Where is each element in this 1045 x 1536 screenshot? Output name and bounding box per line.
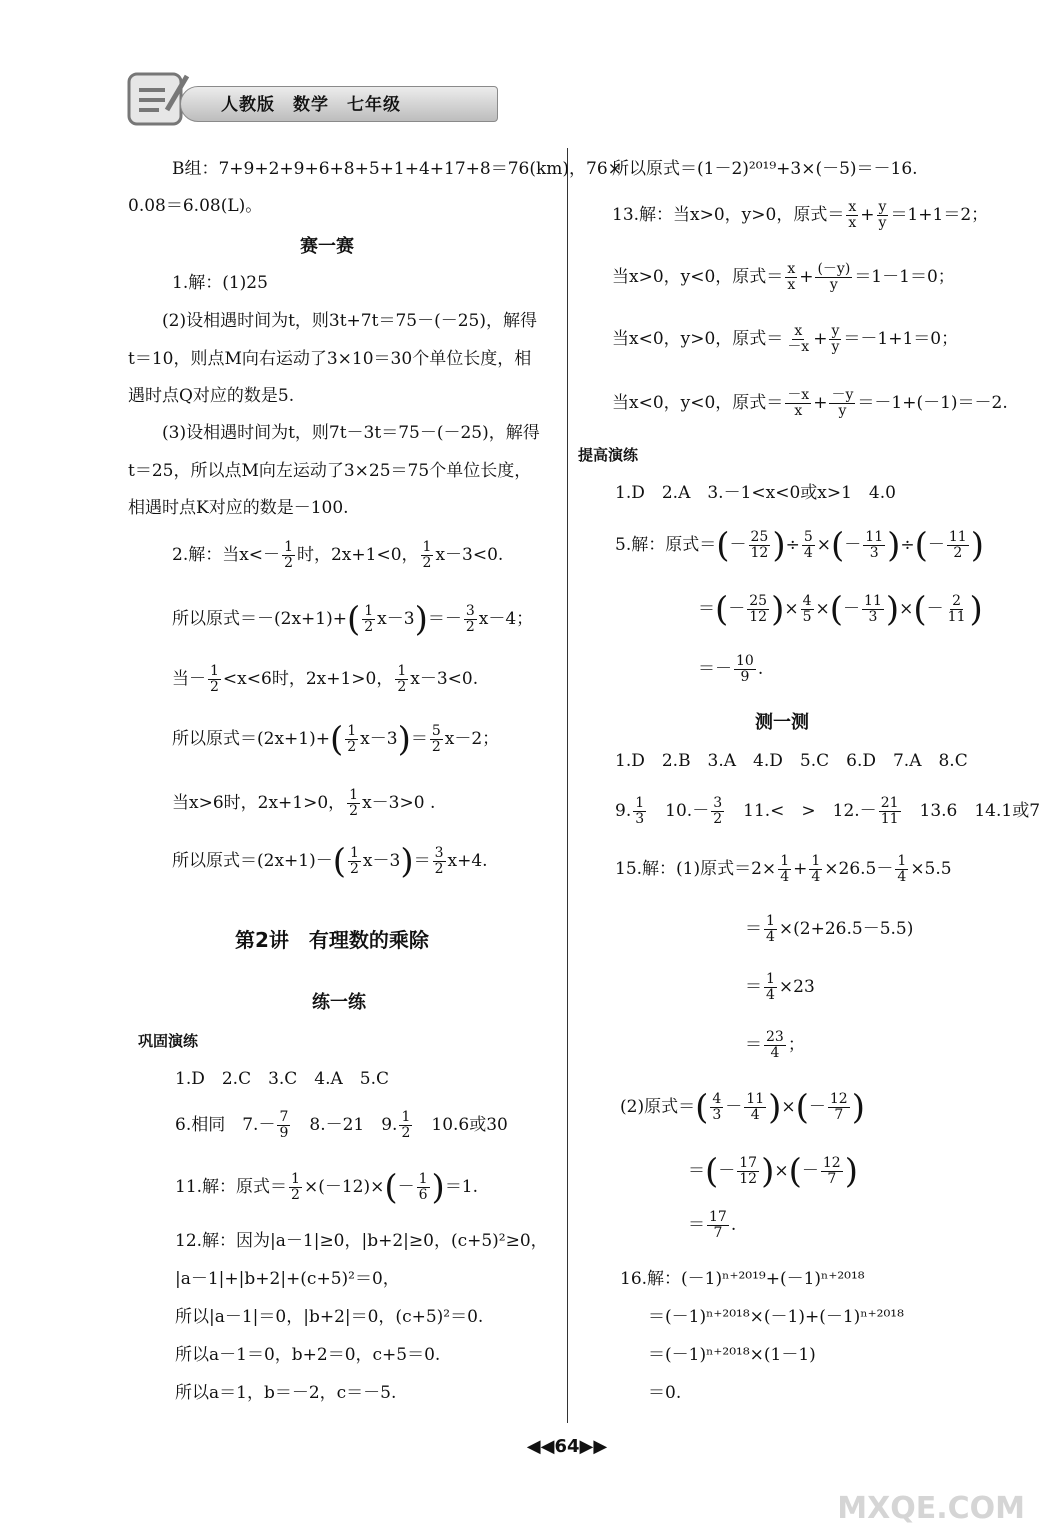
watermark: MXQE.COM: [837, 1491, 1025, 1526]
section-title-ce: 测一测: [755, 712, 809, 733]
math-line: 当x<0，y<0，原式＝ $\frac{-x}{x}$ + $\frac{-y}{y}$ ＝－1+(－1)＝－2.: [612, 387, 1008, 419]
math-line: ＝ $\frac{23}{4}$ ；: [745, 1029, 805, 1061]
text-line: B组：7+9+2+9+6+8+5+1+4+17+8＝76(km)，76×: [172, 159, 622, 179]
text-line: 1.D 2.A 3.－1<x<0或x>1 4.0: [615, 483, 896, 503]
text-line: ＝(－1)ⁿ⁺²⁰¹⁸×(－1)+(－1)ⁿ⁺²⁰¹⁸: [648, 1307, 904, 1327]
math-line: 当x>0，y<0，原式＝ $\frac{x}{x}$ + $\frac{(-y)}{y}$ ＝1－1＝0；: [612, 261, 955, 293]
double-right-arrow-icon: ▶▶: [579, 1436, 608, 1457]
math-line: 13.解：当x>0，y>0，原式＝ $\frac{x}{x}$ + $\frac{y}{y}$ ＝1+1＝2；: [612, 199, 989, 231]
text-line: 所以|a－1|＝0，|b+2|＝0，(c+5)²＝0.: [175, 1307, 484, 1327]
math-line: 2.解：当x<－ $\frac{1}{2}$ 时，2x+1<0， $\frac{1}{2}$ x－3<0.: [172, 539, 504, 571]
text-line: |a－1|+|b+2|+(c+5)²＝0，: [175, 1269, 400, 1289]
double-left-arrow-icon: ◀◀: [526, 1436, 555, 1457]
math-line: 15.解：(1)原式＝2× $\frac{1}{4}$ + $\frac{1}{4}$ ×26.5－ $\frac{1}{4}$ ×5.5: [615, 853, 952, 885]
section-title-lian: 练一练: [312, 992, 366, 1013]
text-line: 12.解：因为|a－1|≥0，|b+2|≥0，(c+5)²≥0，: [175, 1231, 548, 1251]
math-line: 6.相同 7.－ $\frac{7}{9}$ 8.－21 9. $\frac{1}{2}$ 10.6或30: [175, 1109, 508, 1141]
math-line: 9. $\frac{1}{3}$ 10.－ $\frac{3}{2}$ 11.< > 12.－ $\frac{21}{11}$ 13.6 14.1或7: [615, 795, 1041, 827]
text-line: (2)设相遇时间为t，则3t+7t＝75－(－25)，解得: [162, 311, 537, 331]
page-number: ◀◀64▶▶: [526, 1436, 608, 1457]
math-line: 5.解：原式＝(－ $\frac{25}{12}$ )÷ $\frac{5}{4}$ ×(－ $\frac{11}{3}$ )÷(－ $\frac{11}{2}$ ): [615, 525, 984, 566]
math-line: (2)原式＝( $\frac{4}{3}$ － $\frac{11}{4}$ )×(－ $\frac{12}{7}$ ): [620, 1087, 865, 1128]
section-title-sai: 赛一赛: [300, 236, 354, 257]
math-line: ＝－ $\frac{10}{9}$ .: [698, 653, 764, 685]
text-line: 所以a－1＝0，b+2＝0，c+5＝0.: [175, 1345, 441, 1365]
math-line: ＝ $\frac{17}{7}$ .: [688, 1209, 737, 1241]
text-line: 1.D 2.C 3.C 4.A 5.C: [175, 1069, 390, 1089]
math-line: ＝(－ $\frac{25}{12}$ )× $\frac{4}{5}$ ×(－ $\frac{11}{3}$ )×(－ $\frac{2}{11}$ ): [698, 589, 983, 630]
text-line: 所以原式＝(1－2)²⁰¹⁹+3×(－5)＝－16.: [612, 159, 918, 179]
math-line: 当x<0，y>0，原式＝ $\frac{x}{-x}$ + $\frac{y}{y}$ ＝－1+1＝0；: [612, 323, 959, 355]
math-line: ＝(－ $\frac{17}{12}$ )×(－ $\frac{12}{7}$ ): [688, 1151, 858, 1192]
text-line: 0.08＝6.08(L)。: [128, 196, 263, 216]
math-line: ＝ $\frac{1}{4}$ ×23: [745, 971, 815, 1003]
math-line: 当－ $\frac{1}{2}$ <x<6时，2x+1>0， $\frac{1}{2}$ x－3<0.: [172, 663, 479, 695]
text-line: t＝10，则点M向右运动了3×10＝30个单位长度，相: [128, 349, 532, 369]
math-line: ＝ $\frac{1}{4}$ ×(2+26.5－5.5): [745, 913, 914, 945]
text-line: ＝(－1)ⁿ⁺²⁰¹⁸×(1－1): [648, 1345, 816, 1365]
text-line: 16.解：(－1)ⁿ⁺²⁰¹⁹+(－1)ⁿ⁺²⁰¹⁸: [620, 1269, 865, 1289]
subsection-title-gonggu: 巩固演练: [138, 1032, 199, 1050]
text-line: 相遇时点K对应的数是－100.: [128, 498, 349, 518]
text-line: 遇时点Q对应的数是5.: [128, 386, 295, 406]
text-line: 1.解：(1)25: [172, 273, 268, 293]
column-divider: [567, 148, 568, 1423]
chapter-title: 第2讲 有理数的乘除: [235, 928, 429, 952]
page-header: [125, 70, 505, 130]
text-line: 所以a＝1，b＝－2，c＝－5.: [175, 1383, 397, 1403]
math-line: 所以原式＝(2x+1)+( $\frac{1}{2}$ x－3)＝ $\frac{5}{2}$ x－2；: [172, 719, 500, 760]
math-line: 11.解：原式＝ $\frac{1}{2}$ ×(－12)×(－ $\frac{1}{6}$ )＝1.: [175, 1167, 479, 1208]
text-line: t＝25，所以点M向左运动了3×25＝75个单位长度，: [128, 461, 532, 481]
text-line: (3)设相遇时间为t，则7t－3t＝75－(－25)，解得: [162, 423, 540, 443]
math-line: 所以原式＝－(2x+1)+( $\frac{1}{2}$ x－3)＝－ $\frac{3}{2}$ x－4；: [172, 599, 534, 640]
subsection-title-tigao: 提高演练: [578, 446, 639, 464]
math-line: 当x>6时，2x+1>0， $\frac{1}{2}$ x－3>0 .: [172, 787, 436, 819]
math-line: 所以原式＝(2x+1)－( $\frac{1}{2}$ x－3)＝ $\frac{3}{2}$ x+4.: [172, 841, 488, 882]
text-line: ＝0.: [648, 1383, 682, 1403]
header-title: 人教版 数学 七年级: [180, 86, 498, 122]
text-line: 1.D 2.B 3.A 4.D 5.C 6.D 7.A 8.C: [615, 751, 968, 771]
